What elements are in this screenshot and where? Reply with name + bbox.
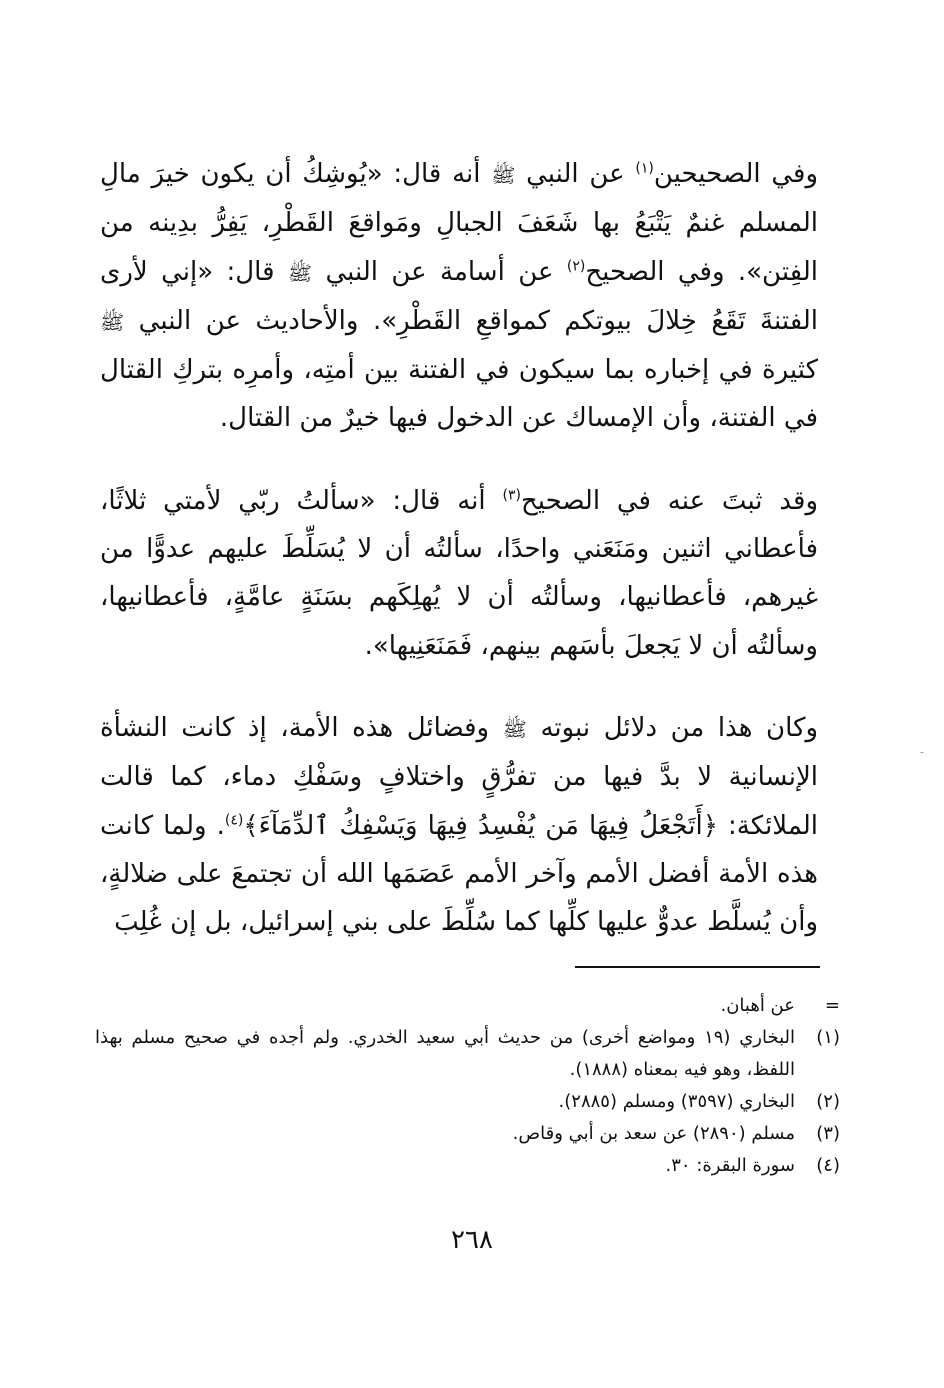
text-segment: أنه قال: «سألتُ ربّي لأمتي ثلاثًا، فأعطاني اثنين ومَنَعَني واحدًا، سألتُه أن لا يُسَلِّطَ عليهم عدوًّا من غيرهم، فأعطانيها، وسألتُه أن لا يُهلِكَهم بسَنَةٍ عامَّةٍ، فأعطانيها، وسألتُه أن لا يَجعلَ بأسَهم بينهم، فَمَنَعَنِيها». — [100, 485, 818, 661]
page-number: ٢٦٨ — [451, 1225, 493, 1255]
text-segment: عن أسامة عن النبي — [312, 256, 567, 287]
text-segment: عن النبي — [515, 159, 636, 189]
text-segment: أنه قال: «يُوشِكُ أن يكون خيرَ مالِ المسلم غنمٌ يَتْبَعُ بها شَعَفَ الجبالِ ومَواقعَ القَطْرِ، يَفِرُّ بدِينه من الفِتن». وفي الصحيح — [100, 159, 818, 287]
footnote — [95, 1022, 840, 1086]
footnote — [95, 990, 840, 1022]
text-segment: كثيرة في إخباره بما سيكون في الفتنة بين أمتِه، وأمرِه بتركِ القتال في الفتنة، وأن الإمساك عن الدخول فيها خيرٌ من القتال. — [100, 355, 818, 434]
footnote-mark: (١) — [816, 1027, 840, 1048]
text-segment: وفي الصحيحين — [653, 159, 819, 189]
margin-mark: - — [920, 745, 925, 759]
footnote-text: سورة البقرة: ٣٠. — [665, 1155, 795, 1176]
footnotes — [95, 990, 840, 1182]
footnote-reference: (٤) — [224, 811, 244, 828]
footnote-mark: (٢) — [816, 1091, 840, 1112]
main-text — [100, 150, 818, 946]
footnote-text: البخاري (٣٥٩٧) ومسلم (٢٨٨٥). — [558, 1091, 795, 1112]
footnote-text: عن أهبان. — [720, 995, 795, 1016]
footnote-reference: (٣) — [502, 487, 521, 504]
footnote-mark: = — [824, 995, 840, 1016]
paragraph — [100, 150, 818, 443]
footnote-reference: (١) — [635, 160, 654, 177]
salawat-symbol: ﷺ — [100, 309, 125, 334]
footnote-text: مسلم (٢٨٩٠) عن سعد بن أبي وقاص. — [512, 1123, 795, 1144]
text-segment: . ولما كانت هذه الأمة أفضل الأمم وآخر الأمم عَصَمَها الله أن تجتمعَ على ضلالةٍ، وأن يُسلَّط عدوٌّ عليها كلِّها كما سُلِّطَ على بني إسرائيل، بل إن غُلِبَ — [100, 810, 818, 938]
footnote — [95, 1086, 840, 1118]
salawat-symbol: ﷺ — [287, 260, 313, 285]
paragraph — [100, 704, 818, 946]
text-segment: قال: «إني لأرى الفتنةَ تَقَعُ خِلالَ بيوتكم كمواقعِ القَطْرِ». والأحاديث عن النبي — [100, 256, 818, 336]
salawat-symbol: ﷺ — [491, 163, 516, 187]
footnote-reference: (٢) — [566, 257, 586, 274]
salawat-symbol: ﷺ — [502, 716, 527, 741]
text-segment: وقد ثبتَ عنه في الصحيح — [520, 485, 818, 516]
text-segment: وفضائل هذه الأمة، إذ كانت النشأة الإنسانية لا بدَّ فيها من تفرُّقٍ واختلافٍ وسَفْكِ دماء، كما قالت الملائكة: ﴿أَتَجْعَلُ فِيهَا مَن يُفْسِدُ فِيهَا وَيَسْفِكُ ٱلدِّمَآءَ﴾ — [100, 712, 818, 841]
footnote-mark: (٣) — [816, 1123, 840, 1144]
footnote-separator — [575, 966, 820, 968]
footnote — [95, 1150, 840, 1182]
footnote-text: البخاري (١٩ ومواضع أخرى) من حديث أبي سعيد الخدري. ولم أجده في صحيح مسلم بهذا اللفظ، وهو فيه بمعناه (١٨٨٨). — [95, 1027, 795, 1080]
paragraph — [100, 477, 818, 670]
footnote — [95, 1118, 840, 1150]
text-segment: وكان هذا من دلائل نبوته — [526, 712, 818, 743]
footnote-mark: (٤) — [816, 1155, 840, 1176]
